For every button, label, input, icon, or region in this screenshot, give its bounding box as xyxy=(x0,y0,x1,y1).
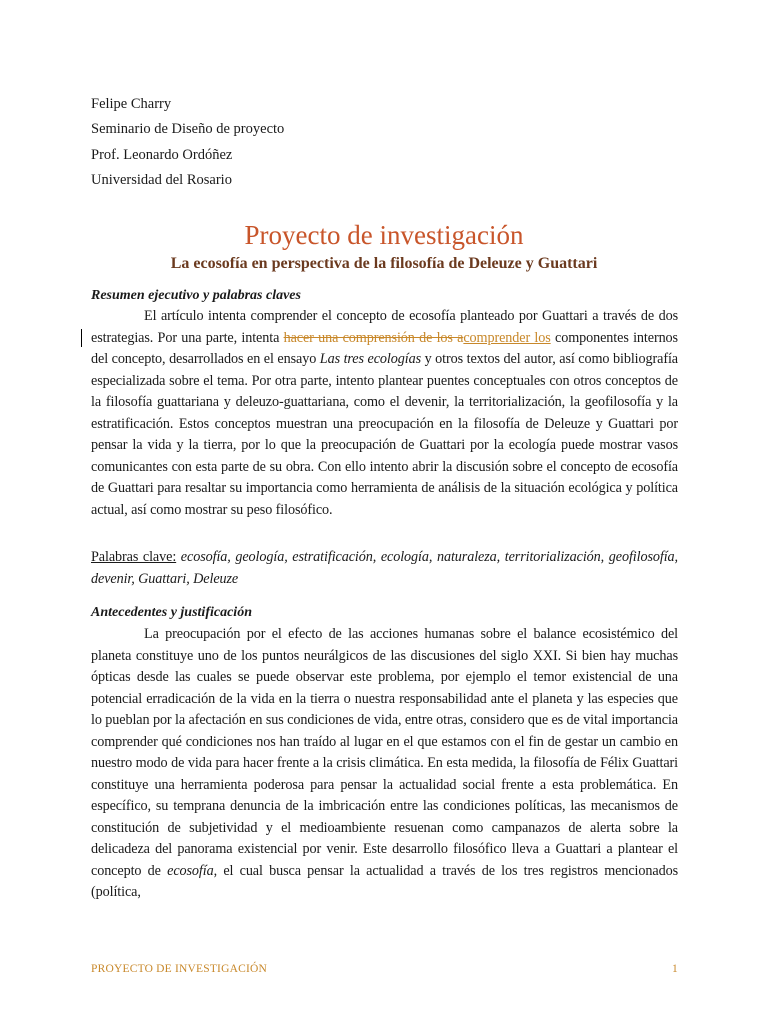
tracked-insertion[interactable]: comprender los xyxy=(463,329,551,346)
abstract-paragraph[interactable] xyxy=(91,306,678,521)
keywords-list: ecosofía, geología, estratificación, ecología, naturaleza, territorialización, geofilosofía, devenir, Guattari, Deleuze xyxy=(91,549,678,587)
abstract-text-2: componentes internos del concepto, desarrollados en el ensayo xyxy=(91,329,678,367)
professor-name: Prof. Leonardo Ordóñez xyxy=(91,146,233,163)
background-text-1: La preocupación por el efecto de las acciones humanas sobre el balance ecosistémico del planeta constituye uno de los puntos neurálgicos de las discusiones del siglo XXI. Si bien hay muchas ópticas desde las cuales se puede observar este problema, por ejemplo el temor existencial de una potencial erradicación de la vida en la tierra o nuestra responsabilidad ante el planeta y las especies que lo pueblan por la afectación en sus condiciones de vida, entre otras, considero que es de vital importancia comprender qué condiciones nos han traído al lugar en el que estamos con el fin de gestar un cambio en nuestro modo de vida para hacer frente a la crisis climática. En esta medida, la filosofía de Félix Guattari constituye una herramienta poderosa para pensar la actualidad social frente a esta problemática. En específico, su temprana denuncia de la imbricación entre las condiciones políticas, las mecanismos de constitución de subjetividad y el medioambiente resuenan como campanazos de alerta sobre la delicadeza del panorama existencial por venir. Este desarrollo filosófico lleva a Guattari a plantear el concepto de xyxy=(91,626,678,879)
document-title: Proyecto de investigación xyxy=(244,220,524,250)
abstract-heading: Resumen ejecutivo y palabras claves xyxy=(91,288,301,303)
page-number: 1 xyxy=(672,963,678,975)
keywords-label: Palabras clave: xyxy=(91,549,177,565)
text-cursor xyxy=(81,329,82,347)
university-name: Universidad del Rosario xyxy=(91,171,232,188)
document-subtitle: La ecosofía en perspectiva de la filosofía de Deleuze y Guattari xyxy=(170,255,598,272)
course-name: Seminario de Diseño de proyecto xyxy=(91,121,285,138)
abstract-text-1: El artículo intenta comprender el concepto de ecosofía planteado por Guattari a través de dos estrategias. Por una parte, intenta xyxy=(91,308,678,346)
background-paragraph[interactable] xyxy=(91,624,678,904)
ecosofia-term: ecosofía xyxy=(167,862,214,879)
background-heading: Antecedentes y justificación xyxy=(91,605,252,620)
author-block xyxy=(91,92,284,193)
footer-label: PROYECTO DE INVESTIGACIÓN xyxy=(91,963,268,975)
abstract-text-3: y otros textos del autor, así como bibliografía especializada sobre el tema. Por otra parte, intento plantear puentes conceptuales con otros conceptos de la filosofía guattariana y deleuzo-guattariana, como el devenir, la territorialización, la geofilosofía y la estratificación. Estos conceptos muestran una preocupación en la filosofía de Deleuze y Guattari por pensar la vida y la tierra, por lo que la preocupación de Guattari por la ecología puede mostrar vasos comunicantes con esta parte de su obra. Con ello intento abrir la discusión sobre el concepto de ecosofía de Guattari para resaltar su importancia como herramienta de análisis de la situación ecológica y política actual, así como mostrar su peso filosófico. xyxy=(91,351,678,518)
background-text-2: , el cual busca pensar la actualidad a través de los tres registros mencionados (política, xyxy=(91,862,678,900)
tracked-deletion[interactable]: hacer una comprensión de los a xyxy=(283,329,464,346)
keywords-paragraph[interactable] xyxy=(91,547,678,590)
author-name: Felipe Charry xyxy=(91,96,172,112)
book-title: Las tres ecologías xyxy=(319,351,421,367)
